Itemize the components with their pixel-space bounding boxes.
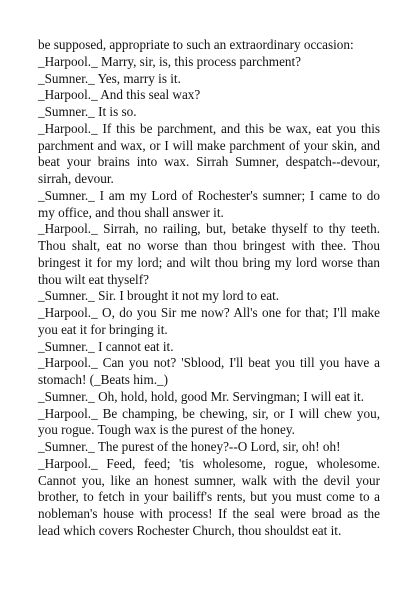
paragraph-harpool-7: _Harpool._ Be champing, be chewing, sir, or I will chew you, you rogue. Tough wax is the purest of the honey. xyxy=(38,405,380,438)
paragraph-harpool-3: _Harpool._ If this be parchment, and this be wax, eat you this parchment and wax, or I will make parchment of your skin, and beat your brains into wax. Sirrah Sumner, despatch--devour, sirrah, devour. xyxy=(38,120,380,186)
paragraph-harpool-6: _Harpool._ Can you not? 'Sblood, I'll beat you till you have a stomach! (_Beats him._) xyxy=(38,355,380,387)
paragraph-sumner-2: _Sumner._ It is so. xyxy=(38,104,137,119)
paragraph-harpool-8: _Harpool._ Feed, feed; 'tis wholesome, rogue, wholesome. Cannot you, like an honest sumner, walk with the devil your brother, to fetch in your bailiff's rents, but you must come to a nobleman's house with process! If the seal were broad as the lead which covers Rochester Church, thou shouldst eat it. xyxy=(38,455,380,538)
paragraph-sumner-4: _Sumner._ Sir. I brought it not my lord to eat. xyxy=(38,288,280,304)
paragraph-harpool-4: _Harpool._ Sirrah, no railing, but, betake thyself to thy teeth. Thou shalt, eat no worse than thou bringest with thee. Thou bringest it for my lord; and wilt thou bring my lord worse than thou wilt eat thyself? xyxy=(38,221,380,287)
paragraph-sumner-6: _Sumner._ Oh, hold, hold, good Mr. Servingman; I will eat it. xyxy=(38,388,365,404)
paragraph-sumner-3: _Sumner._ I am my Lord of Rochester's sumner; I came to do my office, and thou shall answer it. xyxy=(38,187,380,220)
paragraph-sumner-1: _Sumner._ Yes, marry is it. xyxy=(38,70,181,86)
paragraph-harpool-1: _Harpool._ Marry, sir, is, this process parchment? xyxy=(38,53,302,69)
page-text xyxy=(38,37,380,540)
paragraph-harpool-2: _Harpool._ And this seal wax? xyxy=(38,87,201,103)
paragraph-continuation: be supposed, appropriate to such an extraordinary occasion: xyxy=(38,37,354,52)
paragraph-sumner-5: _Sumner._ I cannot eat it. xyxy=(38,338,174,354)
paragraph-sumner-7: _Sumner._ The purest of the honey?--O Lord, sir, oh! oh! xyxy=(38,439,341,454)
paragraph-harpool-5: _Harpool._ O, do you Sir me now? All's one for that; I'll make you eat it for bringing it. xyxy=(38,305,380,337)
